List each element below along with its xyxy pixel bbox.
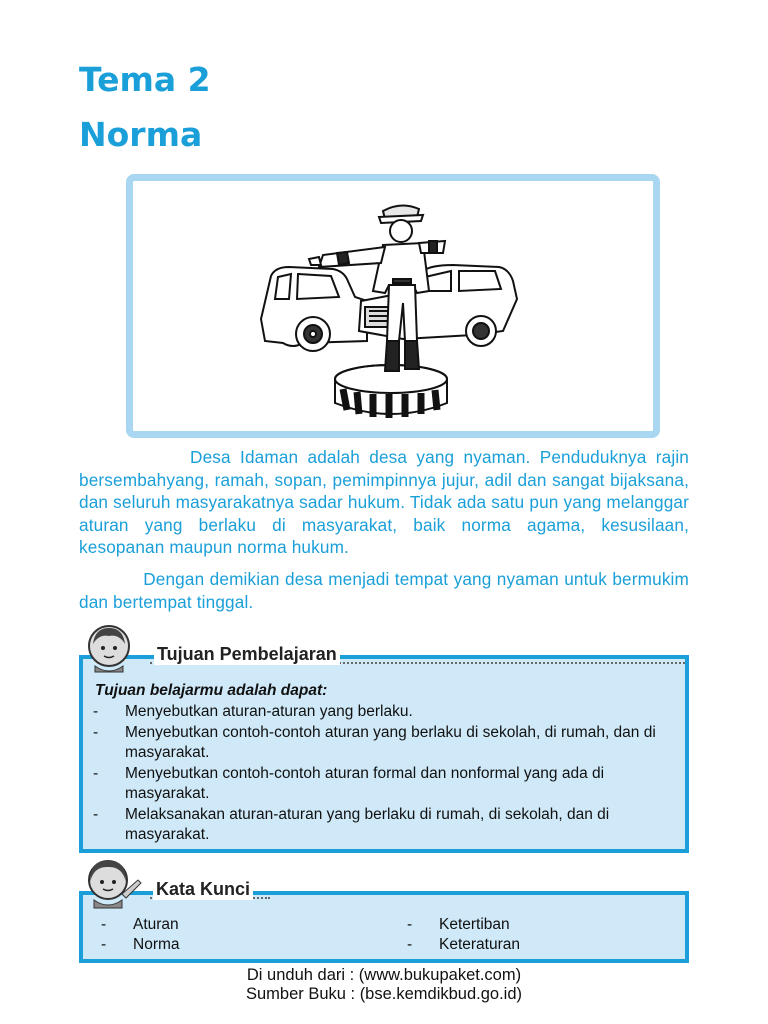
keyword-text: Norma: [133, 936, 180, 953]
keywords-box: [79, 891, 689, 963]
keywords-heading: Kata Kunci: [153, 878, 253, 900]
objectives-intro: Tujuan belajarmu adalah dapat:: [95, 682, 328, 699]
keyword-item: [407, 935, 520, 955]
bullet-dash: -: [407, 936, 413, 953]
student-avatar-icon: [87, 624, 131, 679]
student-pointing-avatar-icon: [86, 858, 144, 915]
bullet-dash: -: [93, 764, 99, 782]
objectives-heading: Tujuan Pembelajaran: [154, 643, 340, 665]
list-item: [93, 702, 673, 723]
list-item: [93, 723, 673, 764]
closing-paragraph: Dengan demikian desa menjadi tempat yang nyaman untuk bermukim dan bertempat tinggal.: [79, 569, 689, 612]
list-item: [93, 764, 673, 805]
police-drawing-icon: [133, 181, 653, 431]
learning-objectives-box: [79, 655, 689, 853]
objective-text: Menyebutkan aturan-aturan yang berlaku.: [125, 703, 413, 720]
keyword-text: Ketertiban: [439, 916, 510, 933]
bullet-dash: -: [93, 805, 99, 823]
keyword-item: [101, 915, 179, 935]
page-title: Norma: [79, 115, 203, 154]
bullet-dash: -: [93, 703, 99, 720]
objective-text: Menyebutkan contoh-contoh aturan formal dan nonformal yang ada di masyarakat.: [125, 764, 605, 802]
intro-paragraph: Desa Idaman adalah desa yang nyaman. Penduduknya rajin bersembahyang, ramah, sopan, pemimpinnya jujur, adil dan sangat bijaksana, dan seluruh masyarakatnya sadar hukum. Tidak ada satu pun yang melanggar aturan yang berlaku di masyarakat, baik norma agama, kesusilaan, kesopanan maupun norma hukum.: [79, 447, 689, 557]
bullet-dash: -: [407, 916, 413, 933]
bullet-dash: -: [93, 723, 99, 741]
theme-label: Tema 2: [79, 60, 211, 99]
footer-download-source: Di unduh dari : (www.bukupaket.com): [246, 966, 522, 984]
keyword-item: [407, 915, 510, 935]
objective-text: Menyebutkan contoh-contoh aturan yang berlaku di sekolah, di rumah, dan di masyarakat.: [125, 723, 656, 761]
bullet-dash: -: [101, 936, 107, 953]
bullet-dash: -: [101, 916, 107, 933]
list-item: [93, 805, 673, 846]
footer-book-source: Sumber Buku : (bse.kemdikbud.go.id): [245, 985, 523, 1003]
keyword-text: Keteraturan: [439, 936, 520, 953]
objectives-list: [93, 702, 673, 846]
objective-text: Melaksanakan aturan-aturan yang berlaku di rumah, di sekolah, dan di masyarakat.: [125, 805, 610, 843]
keyword-item: [101, 935, 180, 955]
keyword-text: Aturan: [133, 916, 179, 933]
traffic-police-illustration: [126, 174, 660, 438]
